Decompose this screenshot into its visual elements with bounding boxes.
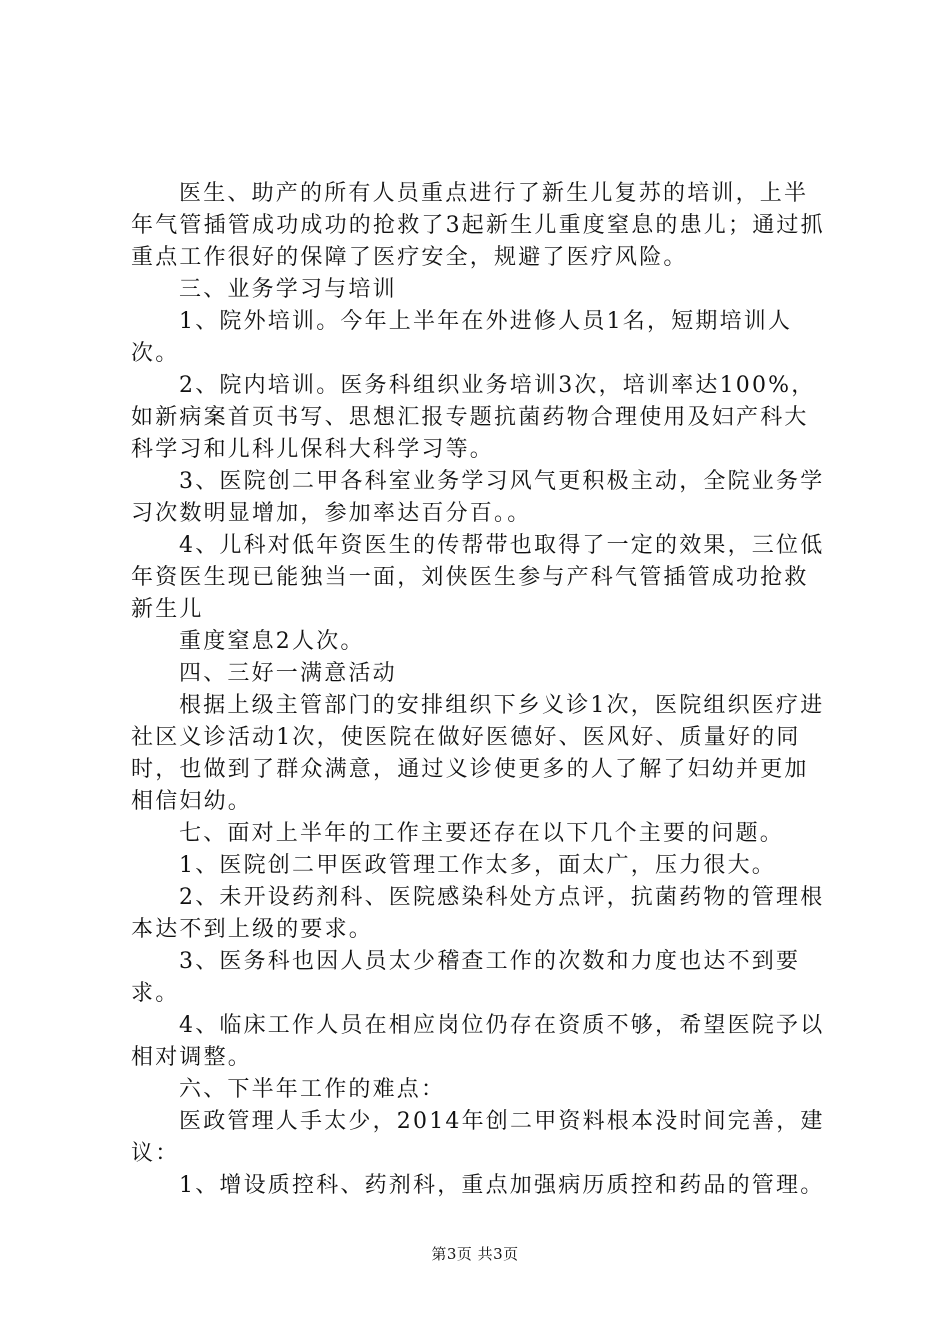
paragraph-neonatal-resuscitation: 医生、助产的所有人员重点进行了新生儿复苏的培训，上半年气管插管成功成功的抢救了3起新生儿重度窒息的患儿；通过抓重点工作很好的保障了医疗安全，规避了医疗风险。	[131, 181, 825, 270]
paragraph-problem-2: 2、未开设药剂科、医院感染科处方点评，抗菌药物的管理根本达不到上级的要求。	[131, 885, 825, 942]
paragraph-suggestion-1: 1、增设质控科、药剂科，重点加强病历质控和药品的管理。	[179, 1173, 825, 1198]
paragraph-department-study: 3、医院创二甲各科室业务学习风气更积极主动，全院业务学习次数明显增加，参加率达百分百。。	[131, 469, 825, 526]
paragraph-internal-training: 2、院内培训。医务科组织业务培训3次，培训率达100%，如新病案首页书写、思想汇报专题抗菌药物合理使用及妇产科大科学习和儿科儿保科大科学习等。	[131, 373, 816, 462]
paragraph-problem-4: 4、临床工作人员在相应岗位仍存在资质不够，希望医院予以相对调整。	[131, 1013, 825, 1070]
section-heading-three-good-activity: 四、三好一满意活动	[179, 661, 397, 686]
paragraph-problem-1: 1、医院创二甲医政管理工作太多，面太广，压力很大。	[179, 853, 776, 878]
document-body	[131, 178, 831, 1202]
paragraph-external-training: 1、院外培训。今年上半年在外进修人员1名，短期培训人次。	[131, 309, 793, 366]
section-heading-problems: 七、面对上半年的工作主要还存在以下几个主要的问题。	[179, 821, 785, 846]
paragraph-staff-shortage: 医政管理人手太少，2014年创二甲资料根本没时间完善，建议：	[131, 1109, 825, 1166]
section-heading-study-training: 三、业务学习与培训	[179, 277, 397, 302]
paragraph-pediatrics-mentoring: 4、儿科对低年资医生的传帮带也取得了一定的效果，三位低年资医生现已能独当一面，刘侠医生参与产科气管插管成功抢救新生儿	[131, 533, 825, 622]
paragraph-asphyxia-count: 重度窒息2人次。	[179, 629, 365, 654]
section-heading-difficulties: 六、下半年工作的难点：	[179, 1077, 446, 1102]
paragraph-free-clinic: 根据上级主管部门的安排组织下乡义诊1次，医院组织医疗进社区义诊活动1次，使医院在做好医德好、医风好、质量好的同时，也做到了群众满意，通过义诊使更多的人了解了妇幼并更加相信妇幼。	[131, 693, 825, 814]
paragraph-problem-3: 3、医务科也因人员太少稽查工作的次数和力度也达不到要求。	[131, 949, 801, 1006]
page-number-footer: 第3页 共3页	[431, 1245, 519, 1263]
